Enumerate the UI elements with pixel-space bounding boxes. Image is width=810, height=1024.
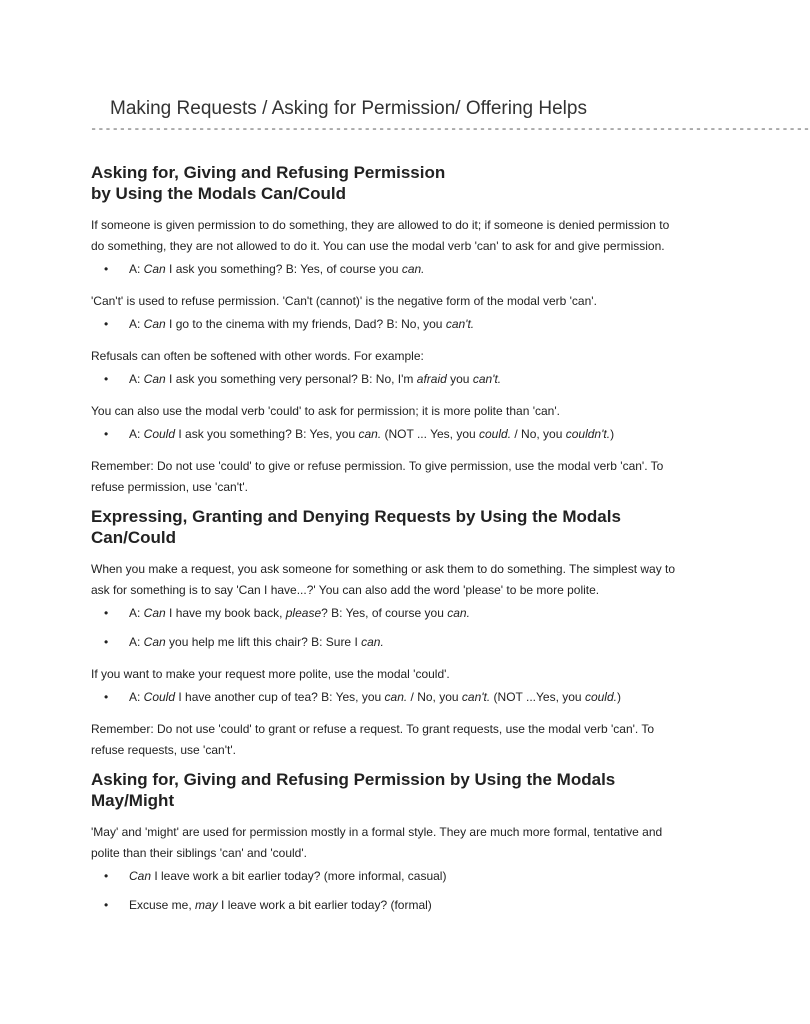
section-heading-may-might: Asking for, Giving and Refusing Permission by Using the Modals May/Might — [91, 770, 616, 810]
bullet-icon: • — [104, 635, 109, 649]
paragraph: 'Can't' is used to refuse permission. 'Can't (cannot)' is the negative form of the modal verb 'can'. — [91, 294, 597, 308]
paragraph: If you want to make your request more polite, use the modal 'could'. — [91, 667, 450, 681]
paragraph: If someone is given permission to do something, they are allowed to do it; if someone is denied permission to do something, they are not allowed to do it. You can use the modal verb 'can' to ask for and give permission. — [91, 218, 670, 253]
example-item: • A: Can I go to the cinema with my friends, Dad? B: No, you can't. — [91, 314, 681, 335]
example-list — [91, 424, 681, 445]
example-list — [91, 369, 681, 390]
dashed-divider: ---------------------------------------------------------------------------------------------------- — [90, 122, 810, 136]
section-heading-requests-can-could: Expressing, Granting and Denying Requests by Using the Modals Can/Could — [91, 507, 621, 547]
example-item: • A: Could I have another cup of tea? B: Yes, you can. / No, you can't. (NOT ...Yes, you could.) — [91, 687, 681, 708]
example-list — [91, 866, 681, 916]
example-list — [91, 687, 681, 708]
document-body — [91, 162, 681, 927]
example-item: • Can I leave work a bit earlier today? (more informal, casual) — [91, 866, 681, 887]
heading-line-1: Asking for, Giving and Refusing Permission — [91, 163, 446, 182]
remember-note: Remember: Do not use 'could' to grant or refuse a request. To grant requests, use the modal verb 'can'. To refuse requests, use 'can't'. — [91, 722, 655, 757]
bullet-icon: • — [104, 869, 109, 883]
example-item: • A: Can I ask you something? B: Yes, of course you can. — [91, 259, 681, 280]
bullet-icon: • — [104, 262, 109, 276]
bullet-icon: • — [104, 690, 109, 704]
example-list — [91, 603, 681, 653]
example-list — [91, 259, 681, 280]
bullet-icon: • — [104, 606, 109, 620]
section-heading-can-could-permission — [91, 162, 681, 204]
example-item: • A: Can I ask you something very personal? B: No, I'm afraid you can't. — [91, 369, 681, 390]
heading-line-2: by Using the Modals Can/Could — [91, 184, 347, 203]
bullet-icon: • — [104, 898, 109, 912]
example-item: • A: Could I ask you something? B: Yes, you can. (NOT ... Yes, you could. / No, you couldn't.) — [91, 424, 681, 445]
paragraph: 'May' and 'might' are used for permission mostly in a formal style. They are much more formal, tentative and polite than their siblings 'can' and 'could'. — [91, 825, 663, 860]
example-item: • Excuse me, may I leave work a bit earlier today? (formal) — [91, 895, 681, 916]
example-item: • A: Can I have my book back, please? B: Yes, of course you can. — [91, 603, 681, 624]
bullet-icon: • — [104, 372, 109, 386]
paragraph: Refusals can often be softened with other words. For example: — [91, 349, 424, 363]
paragraph: When you make a request, you ask someone for something or ask them to do something. The simplest way to ask for something is to say 'Can I have...?' You can also add the word 'please' to be more polite. — [91, 562, 676, 597]
page-title: Making Requests / Asking for Permission/ Offering Helps — [110, 98, 587, 119]
example-item: • A: Can you help me lift this chair? B: Sure I can. — [91, 632, 681, 653]
bullet-icon: • — [104, 317, 109, 331]
remember-note: Remember: Do not use 'could' to give or refuse permission. To give permission, use the modal verb 'can'. To refuse permission, use 'can't'. — [91, 459, 664, 494]
example-list — [91, 314, 681, 335]
paragraph: You can also use the modal verb 'could' to ask for permission; it is more polite than 'can'. — [91, 404, 560, 418]
bullet-icon: • — [104, 427, 109, 441]
